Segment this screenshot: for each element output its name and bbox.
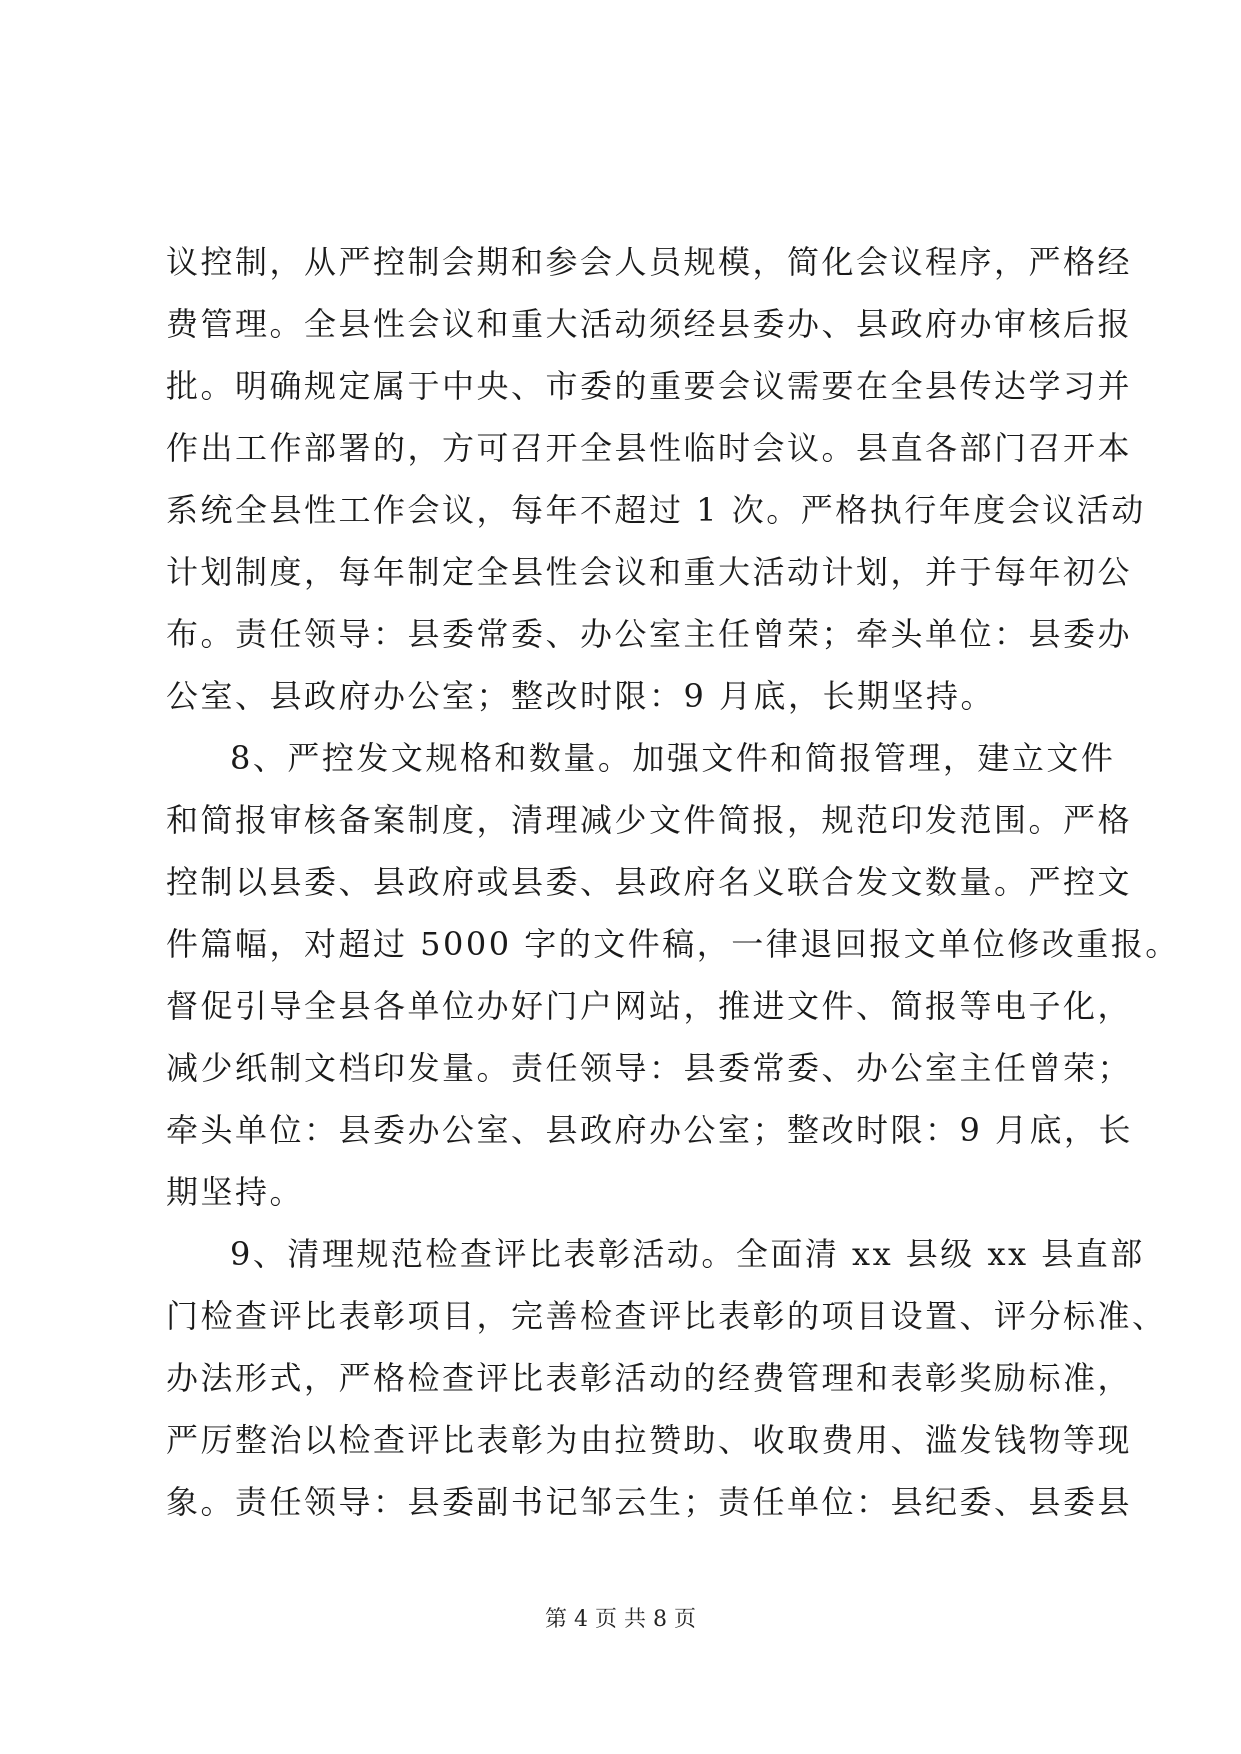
text-line: 公室、县政府办公室；整改时限：9 月底，长期坚持。: [166, 677, 996, 715]
text-line: 象。责任领导：县委副书记邹云生；责任单位：县纪委、县委县: [166, 1483, 1133, 1521]
text-line: 严厉整治以检查评比表彰为由拉赞助、收取费用、滥发钱物等现: [166, 1421, 1133, 1459]
text-line: 8、严控发文规格和数量。加强文件和简报管理，建立文件: [230, 739, 1116, 777]
text-line: 9、清理规范检查评比表彰活动。全面清 xx 县级 xx 县直部: [230, 1235, 1145, 1273]
text-line: 作出工作部署的，方可召开全县性临时会议。县直各部门召开本: [166, 429, 1133, 467]
paragraph-item-9: [166, 1223, 1167, 1533]
text-line: 门检查评比表彰项目，完善检查评比表彰的项目设置、评分标准、: [166, 1297, 1167, 1335]
text-line: 批。明确规定属于中央、市委的重要会议需要在全县传达学习并: [166, 367, 1133, 405]
page-number-footer: 第 4 页 共 8 页: [545, 1607, 696, 1632]
text-line: 件篇幅，对超过 5000 字的文件稿，一律退回报文单位修改重报。: [166, 925, 1180, 963]
text-line: 系统全县性工作会议，每年不超过 1 次。严格执行年度会议活动: [166, 491, 1146, 529]
text-line: 牵头单位：县委办公室、县政府办公室；整改时限：9 月底，长: [166, 1111, 1134, 1149]
text-line: 期坚持。: [166, 1173, 305, 1211]
text-line: 费管理。全县性会议和重大活动须经县委办、县政府办审核后报: [166, 305, 1133, 343]
text-line: 计划制度，每年制定全县性会议和重大活动计划，并于每年初公: [166, 553, 1133, 591]
text-line: 议控制，从严控制会期和参会人员规模，简化会议程序，严格经: [166, 243, 1133, 281]
paragraph-meeting-control: [166, 231, 1146, 727]
text-line: 减少纸制文档印发量。责任领导：县委常委、办公室主任曾荣；: [166, 1049, 1133, 1087]
text-line: 布。责任领导：县委常委、办公室主任曾荣；牵头单位：县委办: [166, 615, 1133, 653]
text-line: 督促引导全县各单位办好门户网站，推进文件、简报等电子化，: [166, 987, 1133, 1025]
text-line: 控制以县委、县政府或县委、县政府名义联合发文数量。严控文: [166, 863, 1133, 901]
paragraph-item-8: [166, 727, 1180, 1223]
text-line: 办法形式，严格检查评比表彰活动的经费管理和表彰奖励标准，: [166, 1359, 1133, 1397]
text-line: 和简报审核备案制度，清理减少文件简报，规范印发范围。严格: [166, 801, 1133, 839]
body-text: [166, 231, 1180, 1533]
